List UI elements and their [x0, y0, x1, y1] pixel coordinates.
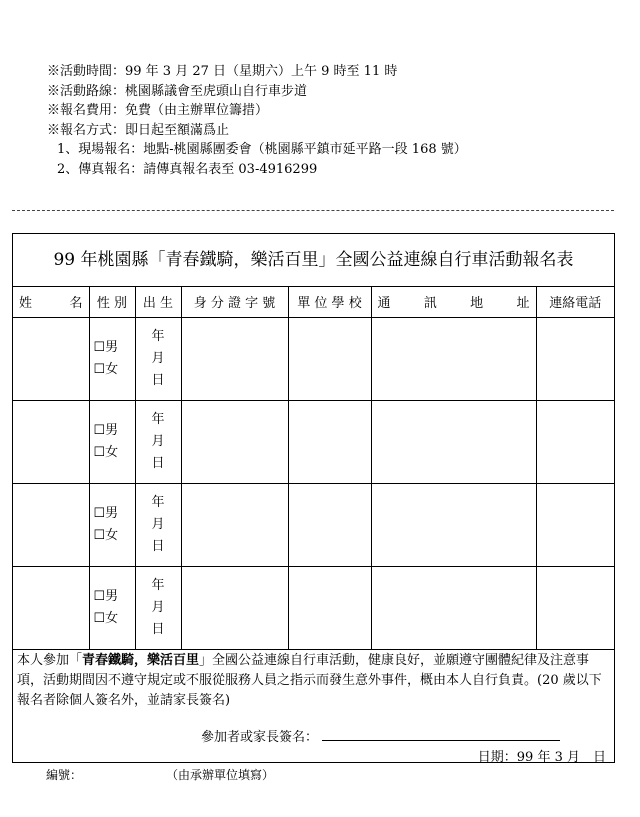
- header-gender: 性 別: [89, 286, 135, 318]
- activity-time: ※活動時間：99 年 3 月 27 日（星期六）上午 9 時至 11 時: [47, 64, 398, 79]
- org-cell[interactable]: [288, 401, 371, 484]
- female-checkbox[interactable]: ☐女: [93, 611, 119, 626]
- male-checkbox[interactable]: ☐男: [93, 589, 119, 604]
- org-cell[interactable]: [288, 484, 371, 567]
- header-organization: 單 位 學 校: [288, 286, 371, 318]
- id-cell[interactable]: [181, 567, 288, 650]
- header-id-number: 身 分 證 字 號: [181, 286, 288, 318]
- gender-cell: [89, 484, 135, 567]
- gender-cell: [89, 401, 135, 484]
- table-row: [13, 567, 614, 650]
- id-cell[interactable]: [181, 484, 288, 567]
- signature-label: 參加者或家長簽名：: [201, 730, 319, 745]
- registration-form: [12, 233, 615, 763]
- registration-method: ※報名方式：即日起至額滿爲止: [47, 122, 230, 138]
- table-row: [13, 401, 614, 484]
- male-checkbox[interactable]: ☐男: [93, 340, 119, 355]
- address-cell[interactable]: [371, 401, 536, 484]
- number-label: 編號：: [46, 768, 83, 782]
- birth-cell[interactable]: 年 月 日: [135, 401, 181, 484]
- header-address: 通 訊 地 址: [371, 286, 536, 318]
- header-name: 姓 名: [13, 286, 89, 318]
- female-checkbox[interactable]: ☐女: [93, 445, 119, 460]
- header-birth: 出 生: [135, 286, 181, 318]
- female-checkbox[interactable]: ☐女: [93, 528, 119, 543]
- org-cell[interactable]: [288, 567, 371, 650]
- org-cell[interactable]: [288, 318, 371, 401]
- birth-cell[interactable]: 年 月 日: [135, 484, 181, 567]
- female-checkbox[interactable]: ☐女: [93, 362, 119, 377]
- phone-cell[interactable]: [536, 318, 614, 401]
- address-cell[interactable]: [371, 484, 536, 567]
- id-cell[interactable]: [181, 318, 288, 401]
- birth-cell[interactable]: 年 月 日: [135, 567, 181, 650]
- signature-line[interactable]: [322, 728, 560, 741]
- id-cell[interactable]: [181, 401, 288, 484]
- gender-cell: [89, 318, 135, 401]
- activity-info: [47, 62, 467, 179]
- fax-registration: 2、傳真報名：請傳真報名表至 03-4916299: [57, 161, 318, 177]
- header-phone: 連絡電話: [536, 286, 614, 318]
- gender-cell: [89, 567, 135, 650]
- name-cell[interactable]: [13, 567, 89, 650]
- onsite-registration: 1、現場報名：地點-桃園縣團委會（桃園縣平鎮市延平路一段 168 號）: [57, 142, 467, 157]
- male-checkbox[interactable]: ☐男: [93, 506, 119, 521]
- phone-cell[interactable]: [536, 401, 614, 484]
- name-cell[interactable]: [13, 318, 89, 401]
- male-checkbox[interactable]: ☐男: [93, 423, 119, 438]
- table-row: [13, 484, 614, 567]
- address-cell[interactable]: [371, 567, 536, 650]
- organizer-note: （由承辦單位填寫）: [166, 768, 275, 782]
- address-cell[interactable]: [371, 318, 536, 401]
- name-cell[interactable]: [13, 401, 89, 484]
- form-title: 99 年桃園縣「青春鐵騎，樂活百里」全國公益連線自行車活動報名表: [13, 234, 614, 287]
- activity-route: ※活動路線：桃園縣議會至虎頭山自行車步道: [47, 83, 308, 99]
- liability-statement: 本人參加「青春鐵騎，樂活百里」全國公益連線自行車活動，健康良好，並願遵守團體紀律及注意事項，活動期間因不遵守規定或不服從服務人員之指示而發生意外事件，概由本人自行負責。(20 歲以下報名者除個人簽名外，並請家長簽名): [17, 653, 602, 708]
- activity-fee: ※報名費用：免費（由主辦單位籌措）: [47, 103, 269, 118]
- phone-cell[interactable]: [536, 484, 614, 567]
- cut-line-divider: [12, 210, 614, 211]
- registration-table: [13, 286, 614, 650]
- signature-area: [201, 726, 560, 745]
- table-row: [13, 318, 614, 401]
- table-header-row: [13, 286, 614, 318]
- birth-cell[interactable]: 年 月 日: [135, 318, 181, 401]
- phone-cell[interactable]: [536, 567, 614, 650]
- name-cell[interactable]: [13, 484, 89, 567]
- date-field: 日期：99 年 3 月 日: [477, 750, 606, 765]
